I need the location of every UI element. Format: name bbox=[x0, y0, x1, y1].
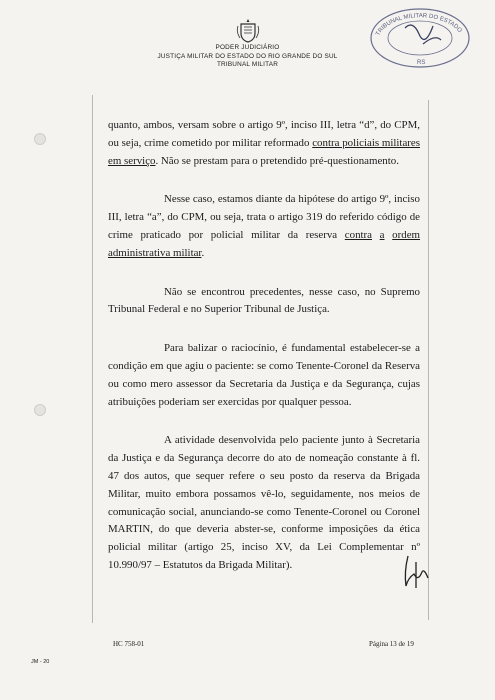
paragraph-text: Nesse caso, estamos diante da hipótese do artigo 9º, inciso III, letra “a”, do CPM, ou seja, trata o artigo 319 do referido código de crime praticado por policial militar da reserva bbox=[108, 193, 420, 241]
paragraph-2 bbox=[108, 191, 420, 262]
paragraph-text: quanto, ambos, versam sobre o artigo 9º, inciso III, letra “d”, do CPM, ou seja, crime cometido por militar reformado bbox=[108, 119, 420, 149]
stamp-text-bottom: RS bbox=[417, 60, 426, 66]
header-line-2: JUSTIÇA MILITAR DO ESTADO DO RIO GRANDE DO SUL bbox=[157, 52, 338, 60]
paragraph-text: . Não se prestam para o pretendido pré-questionamento. bbox=[155, 154, 399, 167]
document-body bbox=[108, 117, 420, 596]
coat-of-arms-icon bbox=[236, 18, 260, 44]
header-line-1: PODER JUDICIÁRIO bbox=[215, 44, 280, 51]
handwritten-signature bbox=[398, 552, 434, 592]
punch-hole bbox=[34, 404, 46, 416]
underlined-text: ordem administrativa militar bbox=[108, 228, 420, 259]
page-number: Página 13 de 19 bbox=[369, 640, 414, 648]
form-code: JM - 20 bbox=[31, 659, 50, 665]
underlined-text: contra bbox=[344, 228, 373, 241]
header-line-3: TRIBUNAL MILITAR bbox=[216, 61, 279, 68]
paragraph-text bbox=[372, 229, 380, 241]
underlined-text: a bbox=[379, 228, 385, 241]
underlined-text: contra policiais militares em serviço bbox=[108, 136, 420, 167]
punch-hole bbox=[34, 133, 46, 145]
paragraph-text: . bbox=[201, 246, 205, 259]
paragraph-5: A atividade desenvolvida pelo paciente junto à Secretaria da Justiça e da Segurança decorre do ato de nomeação constante à fl. 47 dos autos, que sequer refere o seu posto da reserva da Brigada Militar, muito embora possamos vê-lo, seguidamente, nos meios de comunicação social, anunciando-se como Tenente-Coronel ou Coronel MARTIN, do que deveria abster-se, conforme imposições da ética policial militar (artigo 25, inciso XV, da Lei Complementar nº 10.990/97 – Estatutos da Brigada Militar). bbox=[108, 434, 420, 571]
paragraph-4: Para balizar o raciocínio, é fundamental estabelecer-se a condição em que agiu o paciente: se como Tenente-Coronel da Reserva ou como mero assessor da Secretaria da Justiça e da Segurança, cujas atribuições poderiam ser exercidas por qualquer pessoa. bbox=[108, 342, 420, 408]
stamp-text-top: TRIBUNAL MILITAR DO ESTADO bbox=[375, 13, 463, 37]
court-stamp bbox=[365, 4, 477, 74]
right-margin-line bbox=[428, 100, 429, 620]
paragraph-3: Não se encontrou precedentes, nesse caso, no Supremo Tribunal Federal e no Superior Tribunal de Justiça. bbox=[108, 285, 420, 316]
paragraph-1 bbox=[108, 117, 420, 170]
case-number: HC 758-01 bbox=[113, 640, 145, 648]
left-margin-line bbox=[92, 95, 93, 623]
